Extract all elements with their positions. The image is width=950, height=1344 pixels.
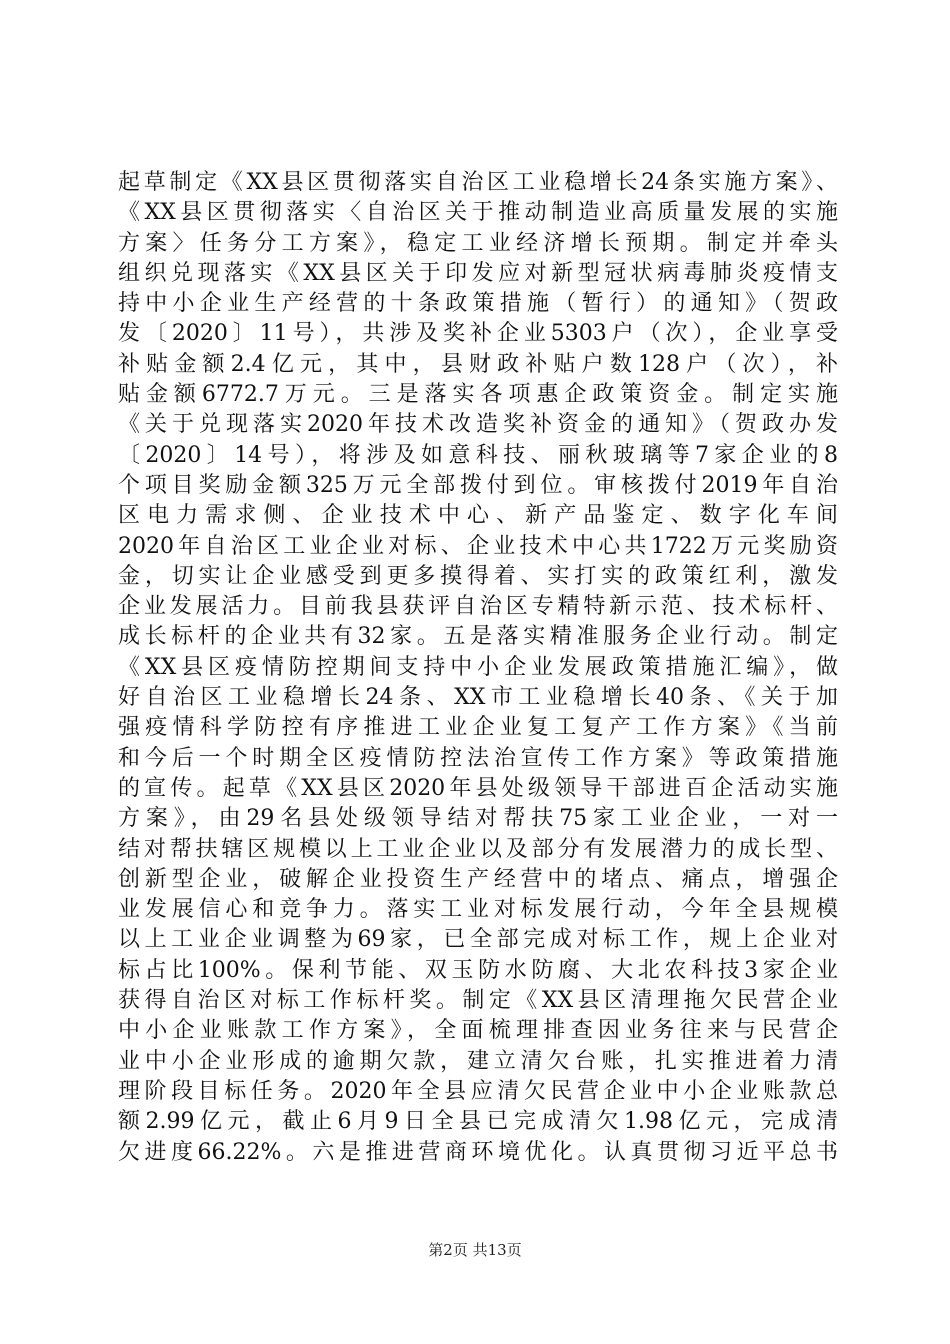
text-line: 金，切实让企业感受到更多摸得着、实打实的政策红利，激发 [118,563,838,589]
text-line: 2020年自治区工业企业对标、企业技术中心共1722万元奖励资 [118,533,838,559]
text-line: 和今后一个时期全区疫情防控法治宣传工作方案》等政策措施 [118,745,838,771]
text-line: 成长标杆的企业共有32家。五是落实精准服务企业行动。制定 [118,624,838,650]
text-line: 以上工业企业调整为69家，已全部完成对标工作，规上企业对 [118,927,838,953]
text-line: 好自治区工业稳增长24条、XX市工业稳增长40条、《关于加 [118,685,838,711]
text-line: 方案〉任务分工方案》，稳定工业经济增长预期。制定并牵头 [118,230,838,256]
text-line: 结对帮扶辖区规模以上工业企业以及部分有发展潜力的成长型、 [118,836,838,862]
text-line: 业中小企业形成的逾期欠款，建立清欠台账，扎实推进着力清 [118,1048,838,1074]
text-line: 的宣传。起草《XX县区2020年县处级领导干部进百企活动实施 [118,775,838,801]
text-line: 获得自治区对标工作标杆奖。制定《XX县区清理拖欠民营企业 [118,988,838,1014]
text-line: 方案》，由29名县处级领导结对帮扶75家工业企业，一对一 [118,806,838,832]
text-line: 欠进度66.22%。六是推进营商环境优化。认真贯彻习近平总书 [118,1139,838,1165]
text-line: 区电力需求侧、企业技术中心、新产品鉴定、数字化车间 [118,503,838,529]
text-line: 额2.99亿元，截止6月9日全县已完成清欠1.98亿元，完成清 [118,1109,838,1135]
text-line: 《XX县区贯彻落实〈自治区关于推动制造业高质量发展的实施 [118,200,838,226]
text-line: 理阶段目标任务。2020年全县应清欠民营企业中小企业账款总 [118,1078,838,1104]
text-line: 组织兑现落实《XX县区关于印发应对新型冠状病毒肺炎疫情支 [118,260,838,286]
text-line: 〔2020〕14号），将涉及如意科技、丽秋玻璃等7家企业的8 [118,442,838,468]
text-line: 强疫情科学防控有序推进工业企业复工复产工作方案》《当前 [118,715,838,741]
text-line: 发〔2020〕11号），共涉及奖补企业5303户（次），企业享受 [118,321,838,347]
text-line: 个项目奖励金额325万元全部拨付到位。审核拨付2019年自治 [118,472,838,498]
text-line: 中小企业账款工作方案》，全面梳理排查因业务往来与民营企 [118,1018,838,1044]
text-line: 企业发展活力。目前我县获评自治区专精特新示范、技术标杆、 [118,594,838,620]
page-footer: 第2页 共13页 [428,1241,522,1259]
text-line: 持中小企业生产经营的十条政策措施（暂行）的通知》（贺政 [118,291,838,317]
text-line: 补贴金额2.4亿元，其中，县财政补贴户数128户（次），补 [118,351,838,377]
text-line: 《关于兑现落实2020年技术改造奖补资金的通知》（贺政办发 [118,412,838,438]
text-line: 创新型企业，破解企业投资生产经营中的堵点、痛点，增强企 [118,866,838,892]
text-line: 贴金额6772.7万元。三是落实各项惠企政策资金。制定实施 [118,382,838,408]
text-line: 起草制定《XX县区贯彻落实自治区工业稳增长24条实施方案》、 [118,170,838,195]
body-paragraph [118,168,838,1168]
text-line: 《XX县区疫情防控期间支持中小企业发展政策措施汇编》，做 [118,654,838,680]
text-line: 业发展信心和竞争力。落实工业对标发展行动，今年全县规模 [118,897,838,923]
text-line: 标占比100%。保利节能、双玉防水防腐、大北农科技3家企业 [118,957,838,983]
